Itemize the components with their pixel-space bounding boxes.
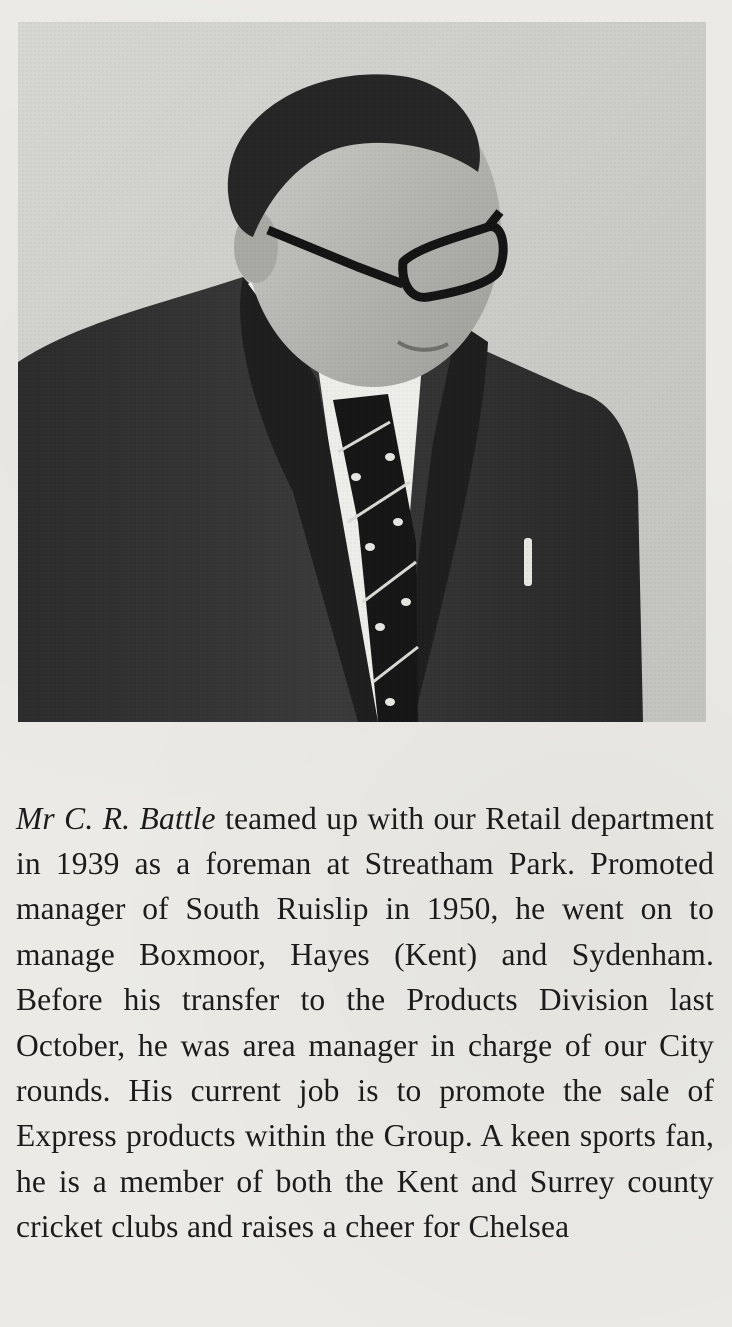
portrait-photo [18,22,706,722]
caption-body: teamed up with our Retail department in 1939 as a foreman at Streatham Park. Promoted manager of South Ruislip in 1950, he went on to manage Boxmoor, Hayes (Kent) and Sydenham. Before his transfer to the Products Division last October, he was area manager in charge of our City rounds. His current job is to promote the sale of Express products within the Group. A keen sports fan, he is a member of both the Kent and Surrey county cricket clubs and raises a cheer for Chelsea [16,800,714,1245]
caption-paragraph [16,796,714,1250]
person-name: Mr C. R. Battle [16,800,216,836]
